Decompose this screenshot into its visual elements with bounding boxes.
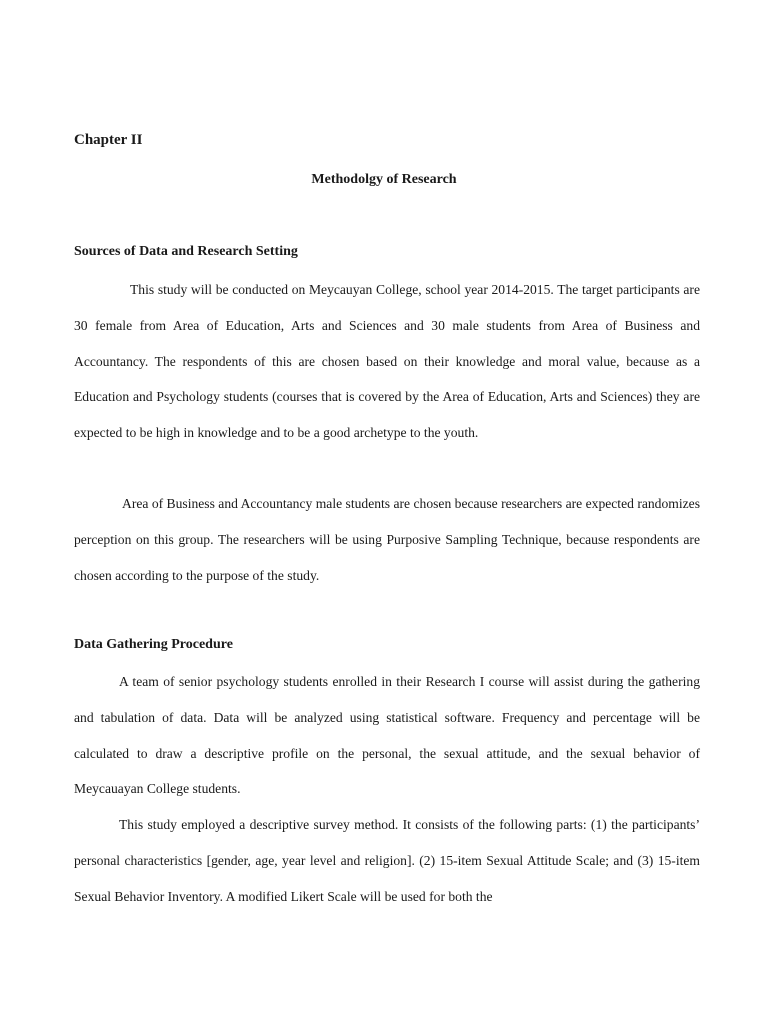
paragraph-team: A team of senior psychology students enrolled in their Research I course will assist during the gathering and tabulation of data. Data will be analyzed using statistical software. Frequency and percentage will be calculated to draw a descriptive profile on the personal, the sexual attitude, and the sexual behavior of Meycauayan College students. xyxy=(74,674,700,797)
paragraph-survey-method: This study employed a descriptive survey method. It consists of the following parts: (1) the participants’ personal characteristics [gender, age, year level and religion]. (2) 15-item Sexual Attitude Scale; and (3) 15-item Sexual Behavior Inventory. A modified Likert Scale will be used for both the xyxy=(74,817,700,904)
section-heading-sources: Sources of Data and Research Setting xyxy=(74,244,298,259)
paragraph-study-setting: This study will be conducted on Meycauyan College, school year 2014-2015. The target participants are 30 female from Area of Education, Arts and Sciences and 30 male students from Area of Business and Accountancy. The respondents of this are chosen based on their knowledge and moral value, because as a Education and Psychology students (courses that is covered by the Area of Education, Arts and Sciences) they are expected to be high in knowledge and to be a good archetype to the youth. xyxy=(74,282,700,441)
paragraph-male-students: Area of Business and Accountancy male students are chosen because researchers are expected randomizes perception on this group. The researchers will be using Purposive Sampling Technique, because respondents are chosen according to the purpose of the study. xyxy=(74,496,700,583)
section-heading-data-gathering: Data Gathering Procedure xyxy=(74,637,233,652)
chapter-label: Chapter II xyxy=(74,132,143,148)
document-title: Methodolgy of Research xyxy=(311,172,457,187)
